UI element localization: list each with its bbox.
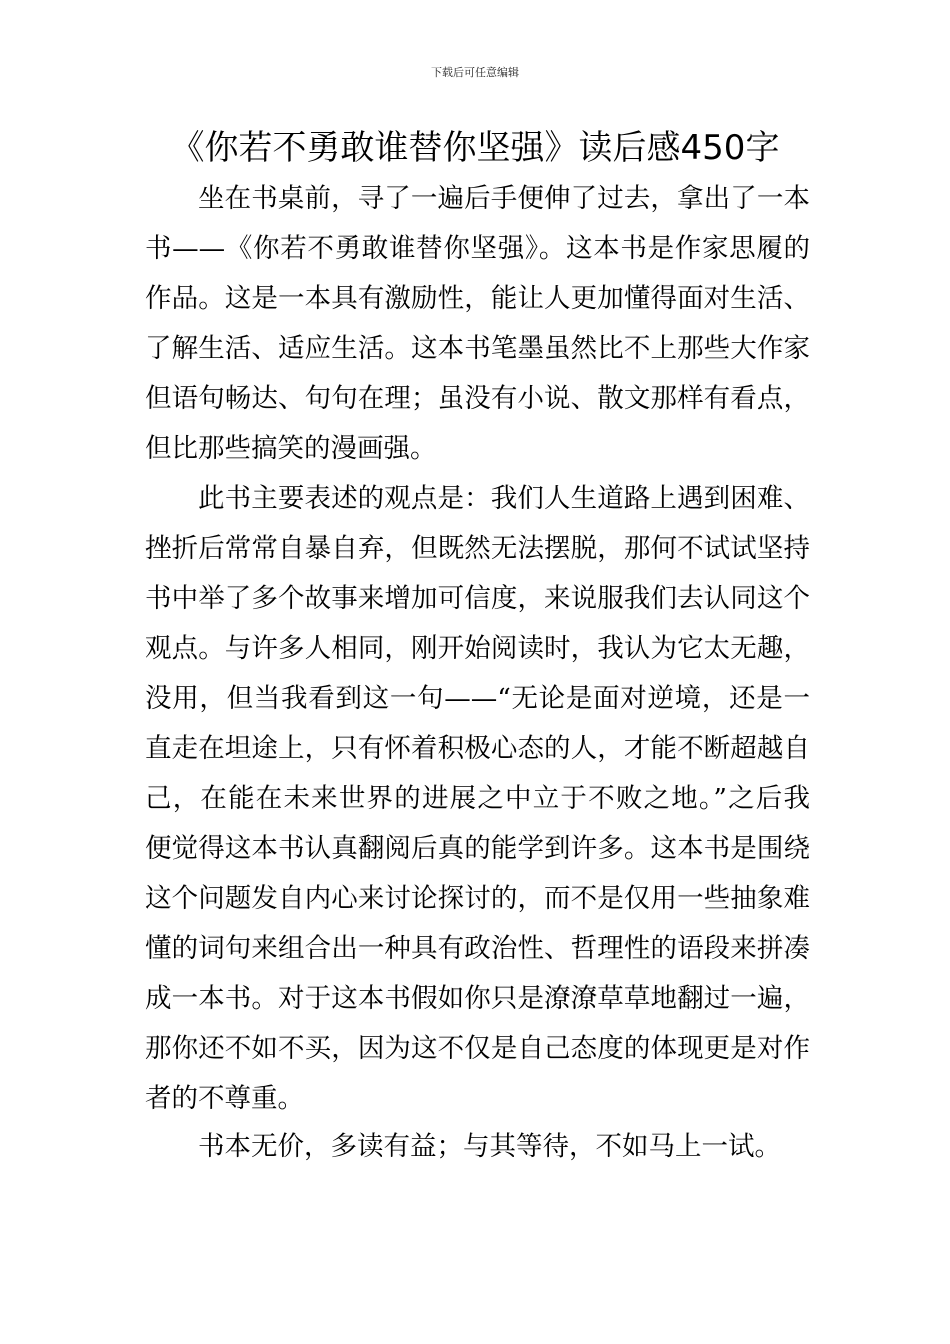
paragraph-line: 书本无价，多读有益；与其等待，不如马上一试。 — [198, 1131, 781, 1162]
paragraph-line: 便觉得这本书认真翻阅后真的能学到许多。这本书是围绕 — [145, 833, 810, 864]
paragraph-line: 挫折后常常自暴自弃，但既然无法摆脱，那何不试试坚持 — [145, 533, 810, 564]
paragraph-line: 这个问题发自内心来讨论探讨的，而不是仅用一些抽象难 — [145, 883, 810, 914]
header-note: 下载后可任意编辑 — [431, 66, 519, 79]
paragraph-line: 坐在书桌前，寻了一遍后手便伸了过去，拿出了一本 — [198, 183, 810, 214]
paragraph-line: 没用，但当我看到这一句——“无论是面对逆境，还是一 — [145, 683, 810, 714]
paragraph-line: 书中举了多个故事来增加可信度，来说服我们去认同这个 — [145, 583, 810, 614]
paragraph-line: 观点。与许多人相同，刚开始阅读时，我认为它太无趣， — [145, 633, 810, 664]
paragraph-line: 了解生活、适应生活。这本书笔墨虽然比不上那些大作家 — [145, 333, 810, 364]
paragraph-line: 直走在坦途上，只有怀着积极心态的人，才能不断超越自 — [145, 733, 810, 764]
paragraph-line: 但比那些搞笑的漫画强。 — [145, 433, 437, 464]
paragraph-line: 此书主要表述的观点是：我们人生道路上遇到困难、 — [198, 483, 810, 514]
paragraph-line: 己，在能在未来世界的进展之中立于不败之地。”之后我 — [145, 783, 810, 814]
paragraph-line: 书——《你若不勇敢谁替你坚强》。这本书是作家思履的 — [145, 233, 810, 264]
paragraph-1 — [145, 174, 810, 474]
paragraph-line: 懂的词句来组合出一种具有政治性、哲理性的语段来拼凑 — [145, 933, 810, 964]
document-title: 《你若不勇敢谁替你坚强》读后感450字 — [170, 128, 780, 168]
paragraph-2 — [145, 474, 810, 1124]
paragraph-line: 作品。这是一本具有激励性，能让人更加懂得面对生活、 — [145, 283, 810, 314]
paragraph-line: 但语句畅达、句句在理；虽没有小说、散文那样有看点， — [145, 383, 810, 414]
paragraph-line: 者的不尊重。 — [145, 1083, 304, 1114]
paragraph-line: 那你还不如不买，因为这不仅是自己态度的体现更是对作 — [145, 1033, 810, 1064]
paragraph-line: 成一本书。对于这本书假如你只是潦潦草草地翻过一遍， — [145, 983, 810, 1014]
paragraph-3 — [145, 1122, 810, 1172]
